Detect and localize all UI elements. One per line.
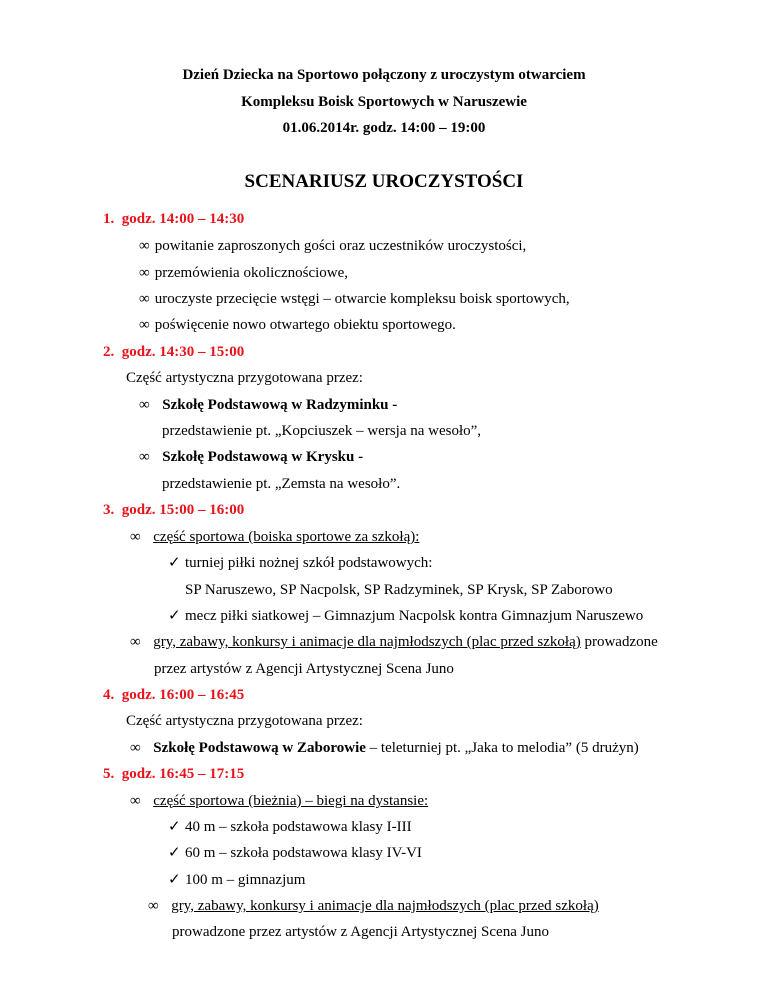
list-item: ∞ Szkołę Podstawową w Krysku -: [139, 449, 364, 465]
infinity-bullet-icon: ∞: [130, 740, 141, 756]
section-3-heading: [103, 501, 244, 519]
section-intro: Część artystyczna przygotowana przez:: [126, 713, 363, 729]
header-line-1: Dzień Dziecka na Sportowo połączony z uroczystym otwarciem: [182, 67, 586, 83]
header-line-2: Kompleksu Boisk Sportowych w Naruszewie: [241, 94, 527, 110]
section-number: 3.: [103, 502, 115, 518]
list-item: ∞ gry, zabawy, konkursy i animacje dla najmłodszych (plac przed szkołą) prowadzone: [130, 634, 658, 650]
infinity-bullet-icon: ∞: [139, 265, 150, 281]
infinity-bullet-icon: ∞: [130, 634, 141, 650]
infinity-bullet-icon: ∞: [148, 898, 159, 914]
section-2-heading: [103, 343, 244, 361]
infinity-bullet-icon: ∞: [130, 529, 141, 545]
list-item: ∞ powitanie zaproszonych gości oraz uczestników uroczystości,: [139, 238, 527, 254]
list-item: ∞ przemówienia okolicznościowe,: [139, 265, 349, 281]
games-description: przez artystów z Agencji Artystycznej Scena Juno: [154, 661, 454, 677]
check-item: ✓ turniej piłki nożnej szkół podstawowych:: [168, 555, 433, 571]
infinity-bullet-icon: ∞: [139, 238, 150, 254]
section-time: godz. 14:30 – 15:00: [121, 344, 245, 360]
infinity-bullet-icon: ∞: [139, 449, 150, 465]
infinity-bullet-icon: ∞: [139, 291, 150, 307]
section-time: godz. 15:00 – 16:00: [121, 502, 245, 518]
document-title: SCENARIUSZ UROCZYSTOŚCI: [244, 171, 524, 192]
check-icon: ✓: [168, 845, 181, 861]
list-item: ∞ gry, zabawy, konkursy i animacje dla najmłodszych (plac przed szkołą): [148, 898, 599, 914]
list-item: ∞ uroczyste przecięcie wstęgi – otwarcie kompleksu boisk sportowych,: [139, 291, 570, 307]
check-item: ✓ mecz piłki siatkowej – Gimnazjum Nacpolsk kontra Gimnazjum Naruszewo: [168, 608, 644, 624]
teams-list: SP Naruszewo, SP Nacpolsk, SP Radzyminek, SP Krysk, SP Zaborowo: [185, 582, 613, 598]
section-intro: Część artystyczna przygotowana przez:: [126, 370, 363, 386]
check-icon: ✓: [168, 872, 181, 888]
item-description: przedstawienie pt. „Zemsta na wesoło”.: [162, 476, 401, 492]
list-item: ∞ Szkołę Podstawową w Zaborowie – teleturniej pt. „Jaka to melodia” (5 drużyn): [130, 740, 639, 756]
check-icon: ✓: [168, 608, 181, 624]
section-number: 2.: [103, 344, 115, 360]
check-item: ✓ 100 m – gimnazjum: [168, 872, 306, 888]
list-item: ∞ poświęcenie nowo otwartego obiektu sportowego.: [139, 317, 456, 333]
section-4-heading: [103, 686, 244, 704]
check-item: ✓ 60 m – szkoła podstawowa klasy IV-VI: [168, 845, 422, 861]
list-item: ∞ część sportowa (bieżnia) – biegi na dystansie:: [130, 793, 429, 809]
section-number: 1.: [103, 211, 115, 227]
section-number: 5.: [103, 766, 115, 782]
section-5-heading: [103, 765, 244, 783]
check-icon: ✓: [168, 555, 181, 571]
section-time: godz. 16:00 – 16:45: [121, 687, 245, 703]
infinity-bullet-icon: ∞: [130, 793, 141, 809]
section-1-heading: [103, 210, 244, 228]
header-line-3: 01.06.2014r. godz. 14:00 – 19:00: [282, 120, 486, 136]
section-time: godz. 14:00 – 14:30: [121, 211, 245, 227]
infinity-bullet-icon: ∞: [139, 317, 150, 333]
list-item: ∞ Szkołę Podstawową w Radzyminku -: [139, 397, 398, 413]
section-time: godz. 16:45 – 17:15: [121, 766, 245, 782]
check-item: ✓ 40 m – szkoła podstawowa klasy I-III: [168, 819, 412, 835]
infinity-bullet-icon: ∞: [139, 397, 150, 413]
section-number: 4.: [103, 687, 115, 703]
check-icon: ✓: [168, 819, 181, 835]
list-item: ∞ część sportowa (boiska sportowe za szkołą):: [130, 529, 420, 545]
games-description: prowadzone przez artystów z Agencji Artystycznej Scena Juno: [172, 924, 549, 940]
item-description: przedstawienie pt. „Kopciuszek – wersja na wesoło”,: [162, 423, 482, 439]
